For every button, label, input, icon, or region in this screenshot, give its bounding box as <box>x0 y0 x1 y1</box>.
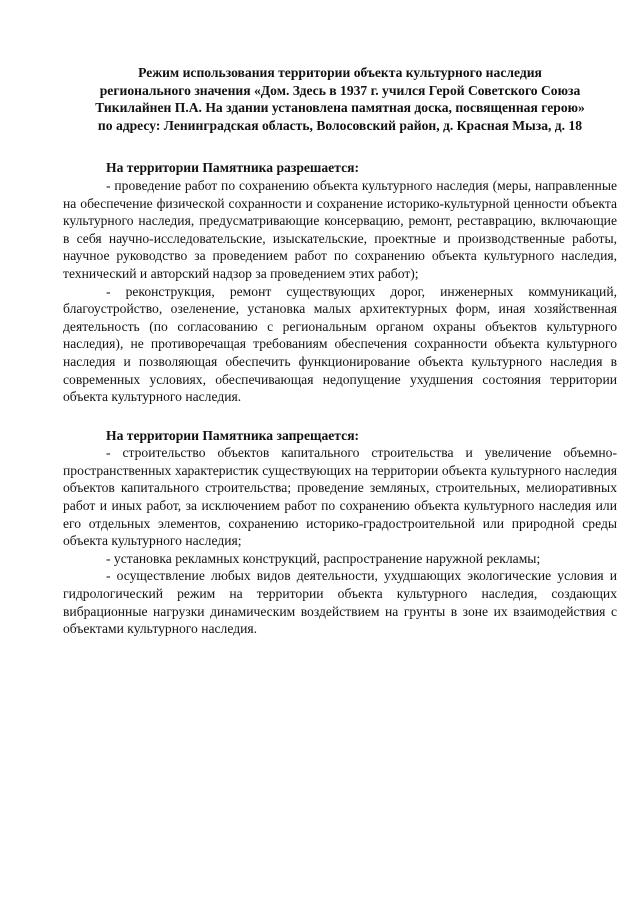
forbidden-item: - осуществление любых видов деятельности, ухудшающих экологические условия и гидрологический режим на территории объекта культурного наследия, создающих вибрационные нагрузки динамическим воздействием на грунты в зоне их взаимодействия с объектами культурного наследия. <box>63 568 617 637</box>
spacer <box>63 134 617 159</box>
allowed-heading: На территории Памятника разрешается: <box>106 160 359 176</box>
document-title <box>63 64 617 134</box>
title-line: по адресу: Ленинградская область, Волосовский район, д. Красная Мыза, д. 18 <box>97 117 583 133</box>
allowed-item: - реконструкция, ремонт существующих дорог, инженерных коммуникаций, благоустройство, озеленение, установка малых архитектурных форм, иная хозяйственная деятельность (по согласованию с региональным органом охраны объектов культурного наследия), не противоречащая требованиям обеспечения сохранности объекта культурного наследия и позволяющая обеспечить функционирование объекта культурного наследия в современных условиях, обеспечивающая недопущение ухудшения состояния территории объекта культурного наследия. <box>63 283 617 405</box>
forbidden-item: - строительство объектов капитального строительства и увеличение объемно-пространственных характеристик существующих на территории объекта культурного наследия объектов капитального строительства; проведение земляных, строительных, мелиоративных работ и иных работ, за исключением работ по сохранению объекта культурного наследия или его отдельных элементов, сохранению историко-градостроительной или природной среды объекта культурного наследия; <box>63 445 617 549</box>
title-line: регионального значения «Дом. Здесь в 1937 г. учился Герой Советского Союза <box>99 82 581 98</box>
forbidden-heading: На территории Памятника запрещается: <box>106 427 360 443</box>
spacer <box>63 406 617 427</box>
forbidden-item: - установка рекламных конструкций, распространение наружной рекламы; <box>106 550 541 566</box>
allowed-item: - проведение работ по сохранению объекта культурного наследия (меры, направленные на обеспечение физической сохранности и сохранение историко-культурной ценности объекта культурного наследия, предусматривающие консервацию, ремонт, реставрацию, включающие в себя научно-исследовательские, изыскательские, проектные и производственные работы, научное руководство за проведением работ по сохранению объекта культурного наследия, технический и авторский надзор за проведением этих работ); <box>63 177 617 281</box>
title-line: Тикилайнен П.А. На здании установлена памятная доска, посвященная герою» <box>95 100 585 116</box>
title-line: Режим использования территории объекта культурного наследия <box>138 65 542 80</box>
document-page <box>63 64 617 638</box>
